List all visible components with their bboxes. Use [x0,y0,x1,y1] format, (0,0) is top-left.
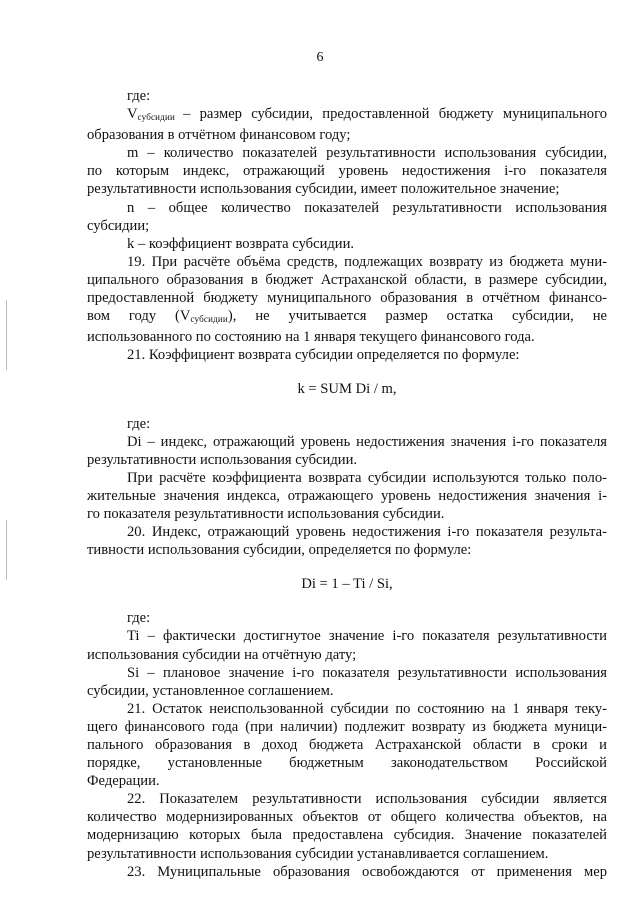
text-line: субсидии; [87,217,150,234]
text-line: Ti – фактически достигнутое значение i-го показателя результативности [127,628,607,645]
text-line: 23. Муниципальные образования освобождаются от применения мер [127,863,607,880]
text-line: 19. При расчёте объёма средств, подлежащих возврату из бюджета муни- [127,253,607,270]
variable-subscript: субсидии [190,314,228,325]
text-line: образования в отчётном финансовом году; [87,127,351,144]
variable-subscript: субсидии [137,112,184,123]
text-line: результативности использования субсидии, имеет положительное значение; [87,181,560,198]
text-line: тивности использования субсидии, определяется по формуле: [87,542,472,559]
text-line: $V_{субсидии}$ – размер субсидии, предоставленной бюджету муниципального [127,106,607,123]
text-line: модернизацию которых была предоставлена субсидия. Значение показателей [87,827,607,844]
document-body [87,87,607,881]
text-line: где: [127,610,151,627]
text-line: использования субсидии на отчётную дату; [87,646,357,663]
text-line: где: [127,415,151,432]
text-line: m – количество показателей результативности использования субсидии, [127,145,607,162]
text-line: При расчёте коэффициента возврата субсидии используются только поло- [127,469,607,486]
text-line: го показателя результативности использования субсидии. [87,505,445,522]
text-line: по которым индекс, отражающий уровень недостижения i-го показателя [87,163,607,180]
text-line: предоставленной бюджету муниципального образования в отчётном финансо- [87,290,607,307]
text-line: вом году $(V_{субсидии})$, не учитывается размер остатка субсидии, не [87,308,608,325]
formula: Di = 1 – Ti / Si, [301,576,393,593]
text-line: ципального образования в бюджет Астраханской области, в размере субсидии, [87,271,607,288]
text-line: Федерации. [87,773,160,790]
spacer [87,593,607,609]
text-line: Di – индекс, отражающий уровень недостижения значения i-го показателя [127,433,607,450]
page-number: 6 [316,50,324,65]
text-line: порядке, установленные бюджетным законодательством Российской [87,755,607,772]
spacer [87,559,607,575]
text-line: количество модернизированных объектов от общего количества объектов, на [87,809,607,826]
text-line: 21. Остаток неиспользованной субсидии по состоянию на 1 января теку- [127,700,607,717]
scan-edge-mark [6,520,7,580]
text-line: Si – плановое значение i-го показателя результативности использования [127,664,607,681]
text-line: 21. Коэффициент возврата субсидии определяется по формуле: [127,347,520,364]
text-line: щего финансового года (при наличии) подлежит возврату из бюджета муници- [87,718,607,735]
scan-edge-mark [6,300,7,370]
text-line: результативности использования субсидии устанавливается соглашением. [87,845,549,862]
text-line: 22. Показателем результативности использования субсидии является [127,791,607,808]
text-line: k – коэффициент возврата субсидии. [127,235,355,252]
text-line: субсидии, установленное соглашением. [87,682,334,699]
variable-symbol: V [127,106,138,123]
text-line: жительные значения индекса, отражающего уровень недостижения значения i- [87,487,607,504]
text-line: 20. Индекс, отражающий уровень недостижения i-го показателя результа- [127,524,607,541]
text-line: n – общее количество показателей результативности использования [127,199,607,216]
spacer [87,364,607,380]
text-line: результативности использования субсидии. [87,451,358,468]
text-line: где: [127,88,151,104]
formula: k = SUM Di / m, [297,381,397,398]
text-line: использованного по состоянию на 1 января текущего финансового года. [87,329,535,346]
spacer [87,399,607,415]
text-line: пального образования в доход бюджета Астраханской области в сроки и [87,737,607,753]
